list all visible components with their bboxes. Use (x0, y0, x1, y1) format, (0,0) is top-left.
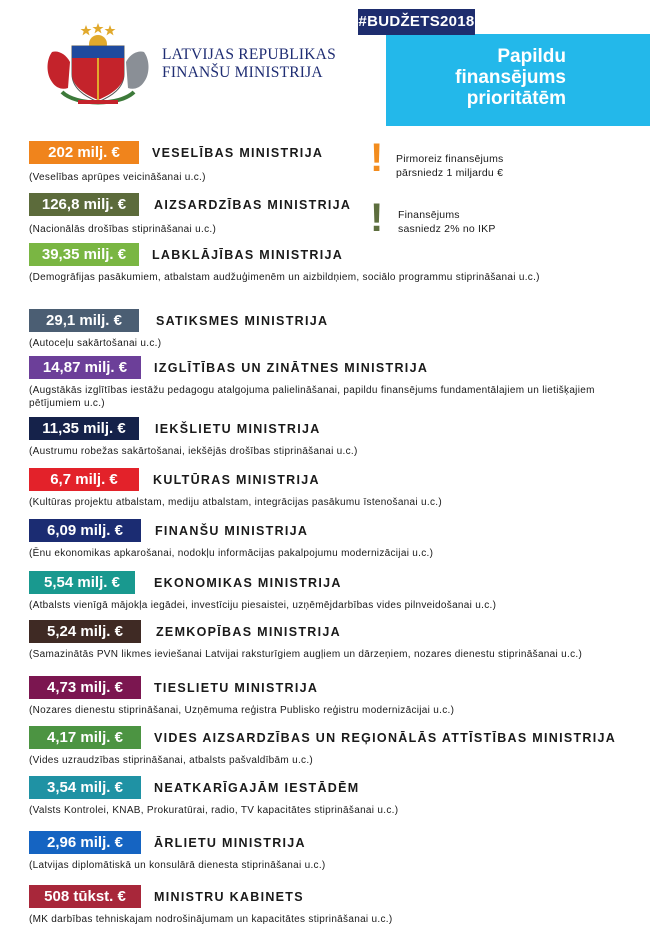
title-banner (386, 34, 650, 126)
title-line1: Papildu (497, 46, 566, 67)
hashtag-badge: #BUDŽETS2018 (358, 9, 475, 35)
ministry-name: MINISTRU KABINETS (154, 890, 304, 904)
ministry-name: ĀRLIETU MINISTRIJA (154, 836, 306, 850)
ministry-description: (Latvijas diplomātiskā un konsulārā dienesta stiprināšanai u.c.) (29, 860, 326, 871)
amount-badge: 3,54 milj. € (29, 776, 141, 799)
ministry-description: (Autoceļu sakārtošanai u.c.) (29, 338, 162, 349)
ministry-description: (Augstākās izglītības iestāžu pedagogu atalgojuma palielināšanai, papildu finansējums fundamentālajiem un lietišķajiem pētījumiem u.c.) (29, 385, 595, 409)
org-name-line1: LATVIJAS REPUBLIKAS (162, 46, 336, 63)
ministry-description: (Samazinātās PVN likmes ieviešanai Latvijai raksturīgiem augļiem un dārzeņiem, nozares dienestu stiprināšanai u.c.) (29, 649, 583, 660)
ministry-name: NEATKARĪGAJĀM IESTĀDĒM (154, 781, 360, 795)
ministry-description: (Nozares dienestu stiprināšanai, Uzņēmuma reģistra Publisko reģistru modernizācijai u.c.) (29, 705, 455, 716)
ministry-description: (Nacionālās drošības stiprināšanai u.c.) (29, 224, 217, 235)
ministry-name: KULTŪRAS MINISTRIJA (153, 473, 320, 487)
org-name-line2: FINANŠU MINISTRIJA (162, 64, 323, 81)
ministry-name: EKONOMIKAS MINISTRIJA (154, 576, 342, 590)
amount-badge: 126,8 milj. € (29, 193, 139, 216)
amount-badge: 6,7 milj. € (29, 468, 139, 491)
amount-badge: 5,24 milj. € (29, 620, 141, 643)
amount-badge: 14,87 milj. € (29, 356, 141, 379)
exclamation-icon: ! (370, 196, 384, 240)
note-2-line2: sasniedz 2% no IKP (398, 223, 496, 235)
organization-name (162, 46, 336, 82)
note-1-line1: Pirmoreiz finansējums (396, 153, 504, 165)
ministry-name: LABKLĀJĪBAS MINISTRIJA (152, 248, 344, 262)
ministry-name: FINANŠU MINISTRIJA (155, 524, 309, 538)
amount-badge: 39,35 milj. € (29, 243, 139, 266)
ministry-description: (Atbalsts vienīgā mājokļa iegādei, investīciju piesaistei, uzņēmējdarbības vides pilnveidošanai u.c.) (29, 600, 497, 611)
amount-badge: 4,17 milj. € (29, 726, 141, 749)
ministry-name: ZEMKOPĪBAS MINISTRIJA (156, 625, 341, 639)
ministry-name: SATIKSMES MINISTRIJA (156, 314, 329, 328)
amount-badge: 2,96 milj. € (29, 831, 141, 854)
ministry-description: (MK darbības tehniskajam nodrošinājumam un kapacitātes stiprināšanai u.c.) (29, 914, 393, 925)
amount-badge: 508 tūkst. € (29, 885, 141, 908)
ministry-name: VESELĪBAS MINISTRIJA (152, 146, 324, 160)
ministry-name: IEKŠLIETU MINISTRIJA (155, 422, 321, 436)
ministry-description: (Veselības aprūpes veicināšanai u.c.) (29, 172, 206, 183)
exclamation-icon: ! (370, 136, 384, 180)
ministry-description: (Demogrāfijas pasākumiem, atbalstam audžuģimenēm un aizbildņiem, sociālo programmu stiprināšanai u.c.) (29, 272, 540, 283)
amount-badge: 4,73 milj. € (29, 676, 141, 699)
amount-badge: 5,54 milj. € (29, 571, 135, 594)
amount-badge: 11,35 milj. € (29, 417, 139, 440)
page-title (455, 46, 566, 109)
header (0, 0, 650, 130)
title-line2: finansējums (455, 67, 566, 88)
title-line3: prioritātēm (466, 88, 566, 109)
ministry-name: VIDES AIZSARDZĪBAS UN REĢIONĀLĀS ATTĪSTĪBAS MINISTRIJA (154, 731, 617, 745)
ministry-description: (Vides uzraudzības stiprināšanai, atbalsts pašvaldībām u.c.) (29, 755, 314, 766)
ministry-description: (Valsts Kontrolei, KNAB, Prokuratūrai, radio, TV kapacitātes stiprināšanai u.c.) (29, 805, 399, 816)
ministry-name: IZGLĪTĪBAS UN ZINĀTNES MINISTRIJA (154, 361, 429, 375)
ministry-name: AIZSARDZĪBAS MINISTRIJA (154, 198, 352, 212)
ministry-description: (Ēnu ekonomikas apkarošanai, nodokļu informācijas pakalpojumu modernizācijai u.c.) (29, 548, 434, 559)
note-1-line2: pārsniedz 1 miljardu € (396, 167, 504, 179)
ministry-description: (Kultūras projektu atbalstam, mediju atbalstam, integrācijas pasākumu īstenošanai u.c.) (29, 497, 442, 508)
note-2-line1: Finansējums (398, 209, 460, 221)
amount-badge: 29,1 milj. € (29, 309, 139, 332)
amount-badge: 202 milj. € (29, 141, 139, 164)
ministry-description: (Austrumu robežas sakārtošanai, iekšējās drošības stiprināšanai u.c.) (29, 446, 358, 457)
coat-of-arms-icon (42, 22, 154, 108)
ministry-name: TIESLIETU MINISTRIJA (154, 681, 319, 695)
amount-badge: 6,09 milj. € (29, 519, 141, 542)
